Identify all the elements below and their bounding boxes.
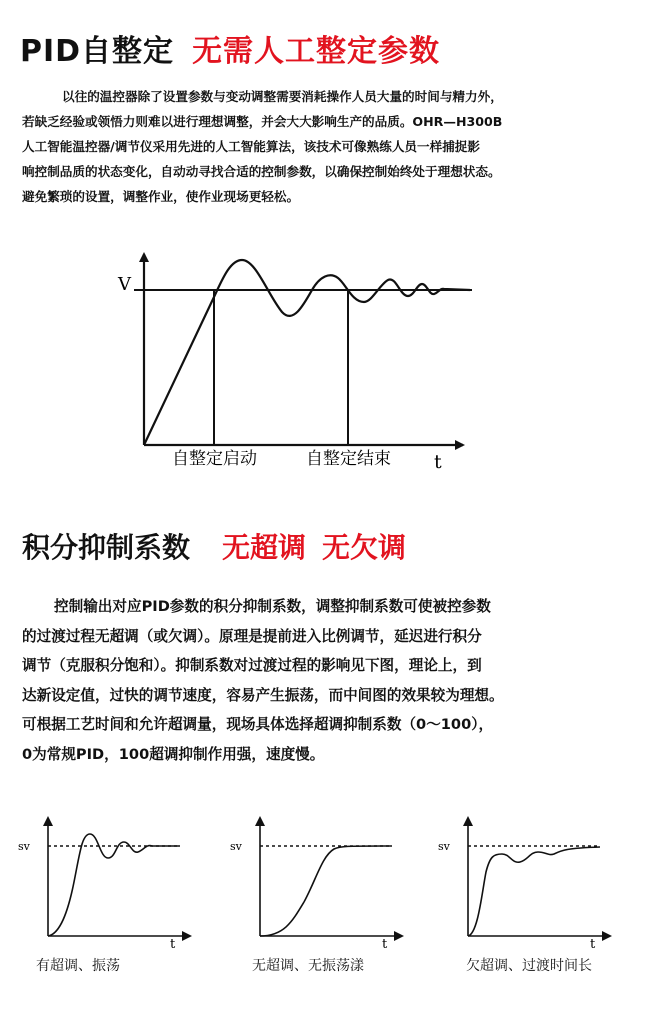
paragraph-line: 控制输出对应PID参数的积分抑制系数，调整抑制系数可使被控参数 xyxy=(54,598,491,615)
response-curve xyxy=(260,846,392,936)
x-axis-label: t xyxy=(434,451,442,473)
no-undershoot-title: 无欠调 xyxy=(322,531,407,564)
autotune-title: PID自整定 xyxy=(20,34,175,69)
undershoot-chart xyxy=(434,812,634,952)
overshoot-chart xyxy=(10,812,210,952)
paragraph-line: 响控制品质的状态变化，自动动寻找合适的控制参数，以确保控制始终处于理想状态。 xyxy=(22,164,501,179)
response-curve xyxy=(468,847,600,936)
overshoot-caption: 有超调、振荡 xyxy=(36,958,120,974)
paragraph-line: 避免繁琐的设置，调整作业，使作业现场更轻松。 xyxy=(22,189,300,204)
paragraph-line: 调节（克服积分饱和）。抑制系数对过渡过程的影响见下图，理论上，到 xyxy=(22,657,482,674)
no-overshoot-chart xyxy=(222,812,422,952)
no-overshoot-title: 无超调 xyxy=(222,531,307,564)
paragraph-line: 可根据工艺时间和允许超调量，现场具体选择超调抑制系数（0～100）， xyxy=(22,716,494,733)
paragraph-line: 以往的温控器除了设置参数与变动调整需要消耗操作人员大量的时间与精力外， xyxy=(62,89,503,104)
autotune-description xyxy=(22,84,632,209)
undershoot-caption: 欠超调、过渡时间长 xyxy=(466,958,592,974)
autotune-diagram xyxy=(0,240,650,480)
sv-label: sv xyxy=(230,840,242,853)
t-label: t xyxy=(590,937,596,952)
autotune-heading xyxy=(20,26,440,70)
autotune-start-label: 自整定启动 xyxy=(172,449,257,469)
paragraph-line: 0为常规PID，100超调抑制作用强，速度慢。 xyxy=(22,745,325,763)
integral-heading xyxy=(22,526,406,566)
response-curve xyxy=(48,834,180,936)
sv-label: sv xyxy=(438,840,450,853)
t-label: t xyxy=(382,937,388,952)
y-axis-label: V xyxy=(118,274,131,295)
response-curve xyxy=(144,260,470,445)
paragraph-line: 若缺乏经验或领悟力则难以进行理想调整，并会大大影响生产的品质。OHR—H300B xyxy=(22,114,503,129)
integral-description xyxy=(22,592,632,769)
no-overshoot-caption: 无超调、无振荡漾 xyxy=(252,958,364,974)
paragraph-line: 人工智能温控器/调节仪采用先进的人工智能算法，该技术可像熟练人员一样捕捉影 xyxy=(22,139,480,154)
integral-title: 积分抑制系数 xyxy=(22,531,191,564)
sv-label: sv xyxy=(18,840,30,853)
autotune-subtitle: 无需人工整定参数 xyxy=(192,34,441,69)
paragraph-line: 达新设定值，过快的调节速度，容易产生振荡，而中间图的效果较为理想。 xyxy=(22,686,504,704)
paragraph-line: 的过渡过程无超调（或欠调）。原理是提前进入比例调节，延迟进行积分 xyxy=(22,627,482,645)
t-label: t xyxy=(170,937,176,952)
autotune-end-label: 自整定结束 xyxy=(306,449,391,469)
